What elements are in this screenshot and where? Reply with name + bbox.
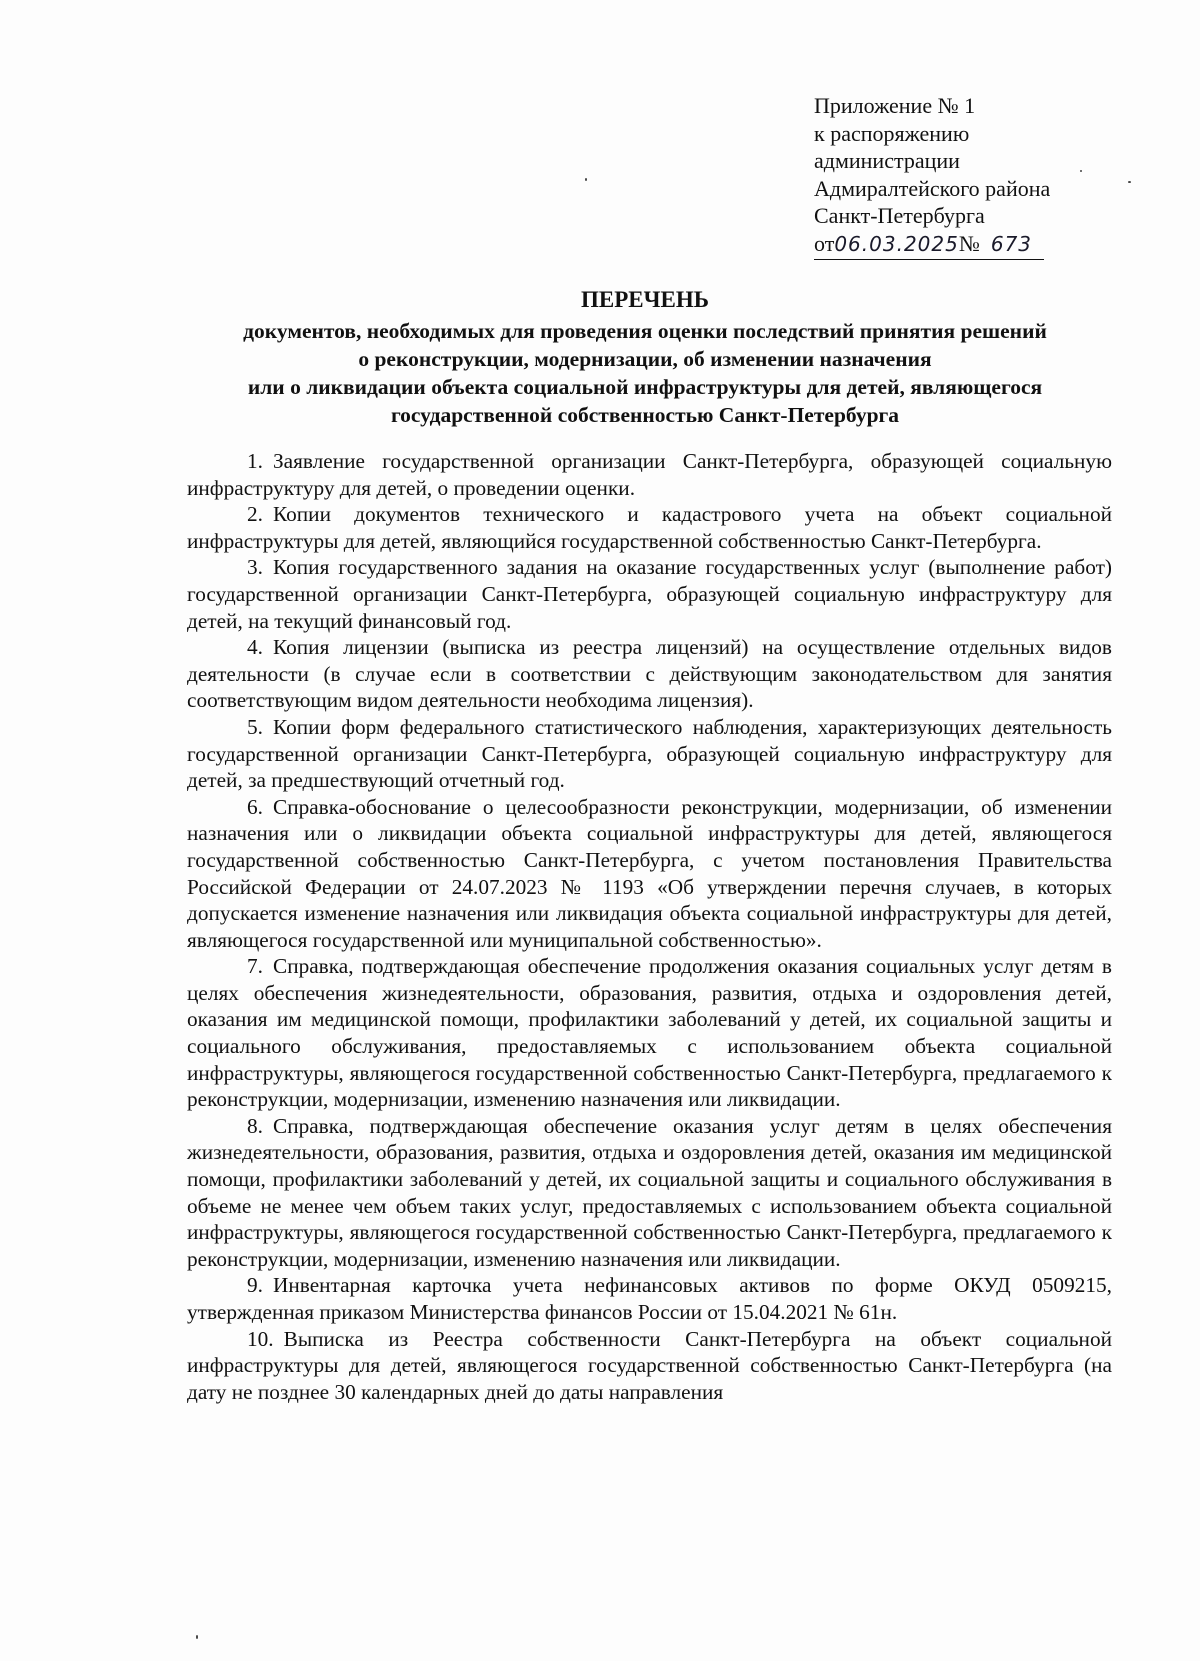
- list-item-text: Справка-обоснование о целесообразности реконструкции, модернизации, об изменении назначения или о ликвидации объекта социальной инфраструктуры для детей, являющегося государственной собственностью Санкт-Петербурга, с учетом постановления Правительства Российской Федерации от 24.07.2023 № 1193 «Об утверждении перечня случаев, в которых допускается изменение назначения или ликвидация объекта социальной инфраструктуры для детей, являющегося государственной или муниципальной собственностью».: [187, 794, 1112, 952]
- title-line-2: о реконструкции, модернизации, об изменении назначения: [358, 347, 932, 371]
- handwritten-number: 673: [990, 231, 1033, 256]
- title-line-1: документов, необходимых для проведения оценки последствий принятия решений: [243, 319, 1047, 343]
- list-item-number: 4.: [247, 635, 263, 660]
- list-item-text: Заявление государственной организации Санкт-Петербурга, образующей социальную инфраструктуру для детей, о проведении оценки.: [187, 449, 1112, 500]
- annex-date-line: [814, 230, 1144, 260]
- list-item-number: 7.: [247, 954, 263, 979]
- list-item-text: Копии документов технического и кадастрового учета на объект социальной инфраструктуры для детей, являющийся государственной собственностью Санкт-Петербурга.: [187, 502, 1112, 553]
- title-line-3: или о ликвидации объекта социальной инфраструктуры для детей, являющегося: [247, 375, 1043, 399]
- list-item: [187, 1113, 1112, 1273]
- list-item-text: Копии форм федерального статистического наблюдения, характеризующих деятельность государственной организации Санкт-Петербурга, образующей социальную инфраструктуру для детей, за предшествующий отчетный год.: [187, 714, 1112, 793]
- annex-line-5: Санкт-Петербурга: [814, 203, 985, 229]
- list-item-text: Справка, подтверждающая обеспечение продолжения оказания социальных услуг детям в целях обеспечения жизнедеятельности, образования, развития, отдыха и оздоровления детей, оказания им медицинской помощи, профилактики заболеваний у детей, их социальной защиты и социального обслуживания, предоставляемых с использованием объекта социальной инфраструктуры, являющегося государственной собственностью Санкт-Петербурга, предлагаемого к реконструкции, модернизации, изменению назначения или ликвидации.: [187, 954, 1112, 1112]
- list-item-text: Выписка из Реестра собственности Санкт-Петербурга на объект социальной инфраструктуры для детей, являющегося государственной собственностью Санкт-Петербурга (на дату не позднее 30 календарных дней до даты направления: [187, 1326, 1112, 1404]
- scan-speck: [1080, 170, 1082, 172]
- list-item: [187, 634, 1112, 714]
- list-item: [187, 1326, 1112, 1406]
- scan-speck: [585, 178, 587, 181]
- list-item-number: 10.: [247, 1326, 274, 1351]
- annex-line-3: администрации: [814, 148, 960, 174]
- document-list: [187, 448, 1112, 1405]
- list-item-number: 3.: [247, 555, 263, 580]
- list-item-number: 9.: [247, 1273, 263, 1298]
- date-prefix: от: [814, 230, 835, 256]
- list-item: [187, 1272, 1112, 1325]
- handwritten-date: 06.03.2025: [834, 231, 959, 256]
- list-item: [187, 794, 1112, 954]
- list-item: [187, 448, 1112, 501]
- title-main: ПЕРЕЧЕНЬ: [581, 287, 709, 312]
- list-item-number: 8.: [247, 1113, 263, 1138]
- annex-line-1: Приложение № 1: [814, 93, 976, 118]
- list-item-number: 2.: [247, 502, 263, 527]
- scan-speck: [196, 1635, 198, 1639]
- list-item-number: 1.: [247, 449, 263, 473]
- list-item-text: Инвентарная карточка учета нефинансовых активов по форме ОКУД 0509215, утвержденная приказом Министерства финансов России от 15.04.2021 № 61н.: [187, 1273, 1112, 1324]
- list-item: [187, 554, 1112, 634]
- title-line-4: государственной собственностью Санкт-Петербурга: [390, 403, 900, 427]
- annex-line-2: к распоряжению: [814, 120, 970, 146]
- annex-line-4: Адмиралтейского района: [814, 175, 1051, 201]
- list-item-number: 5.: [247, 714, 263, 739]
- list-item-text: Копия лицензии (выписка из реестра лицензий) на осуществление отдельных видов деятельности (в случае если в соответствии с действующим законодательством для занятия соответствующим видом деятельности необходима лицензия).: [187, 635, 1112, 713]
- list-item-number: 6.: [247, 794, 263, 819]
- list-item: [187, 714, 1112, 794]
- list-item-text: Копия государственного задания на оказание государственных услуг (выполнение работ) государственной организации Санкт-Петербурга, образующей социальную инфраструктуру для детей, на текущий финансовый год.: [187, 555, 1112, 633]
- list-item: [187, 501, 1112, 554]
- scan-speck: [1128, 181, 1131, 183]
- list-item-text: Справка, подтверждающая обеспечение оказания услуг детям в целях обеспечения жизнедеятельности, образования, развития, отдыха и оздоровления детей, оказания им медицинской помощи, профилактики заболеваний у детей, их социальной защиты и социального обслуживания в объеме не менее чем объем таких услуг, предоставляемых с использованием объекта социальной инфраструктуры, являющегося государственной собственностью Санкт-Петербурга, предлагаемого к реконструкции, модернизации, изменению назначения или ликвидации.: [187, 1113, 1112, 1271]
- list-item: [187, 953, 1112, 1113]
- document-title: [175, 286, 1115, 429]
- number-sign: №: [958, 230, 980, 256]
- annex-header: [814, 92, 1144, 260]
